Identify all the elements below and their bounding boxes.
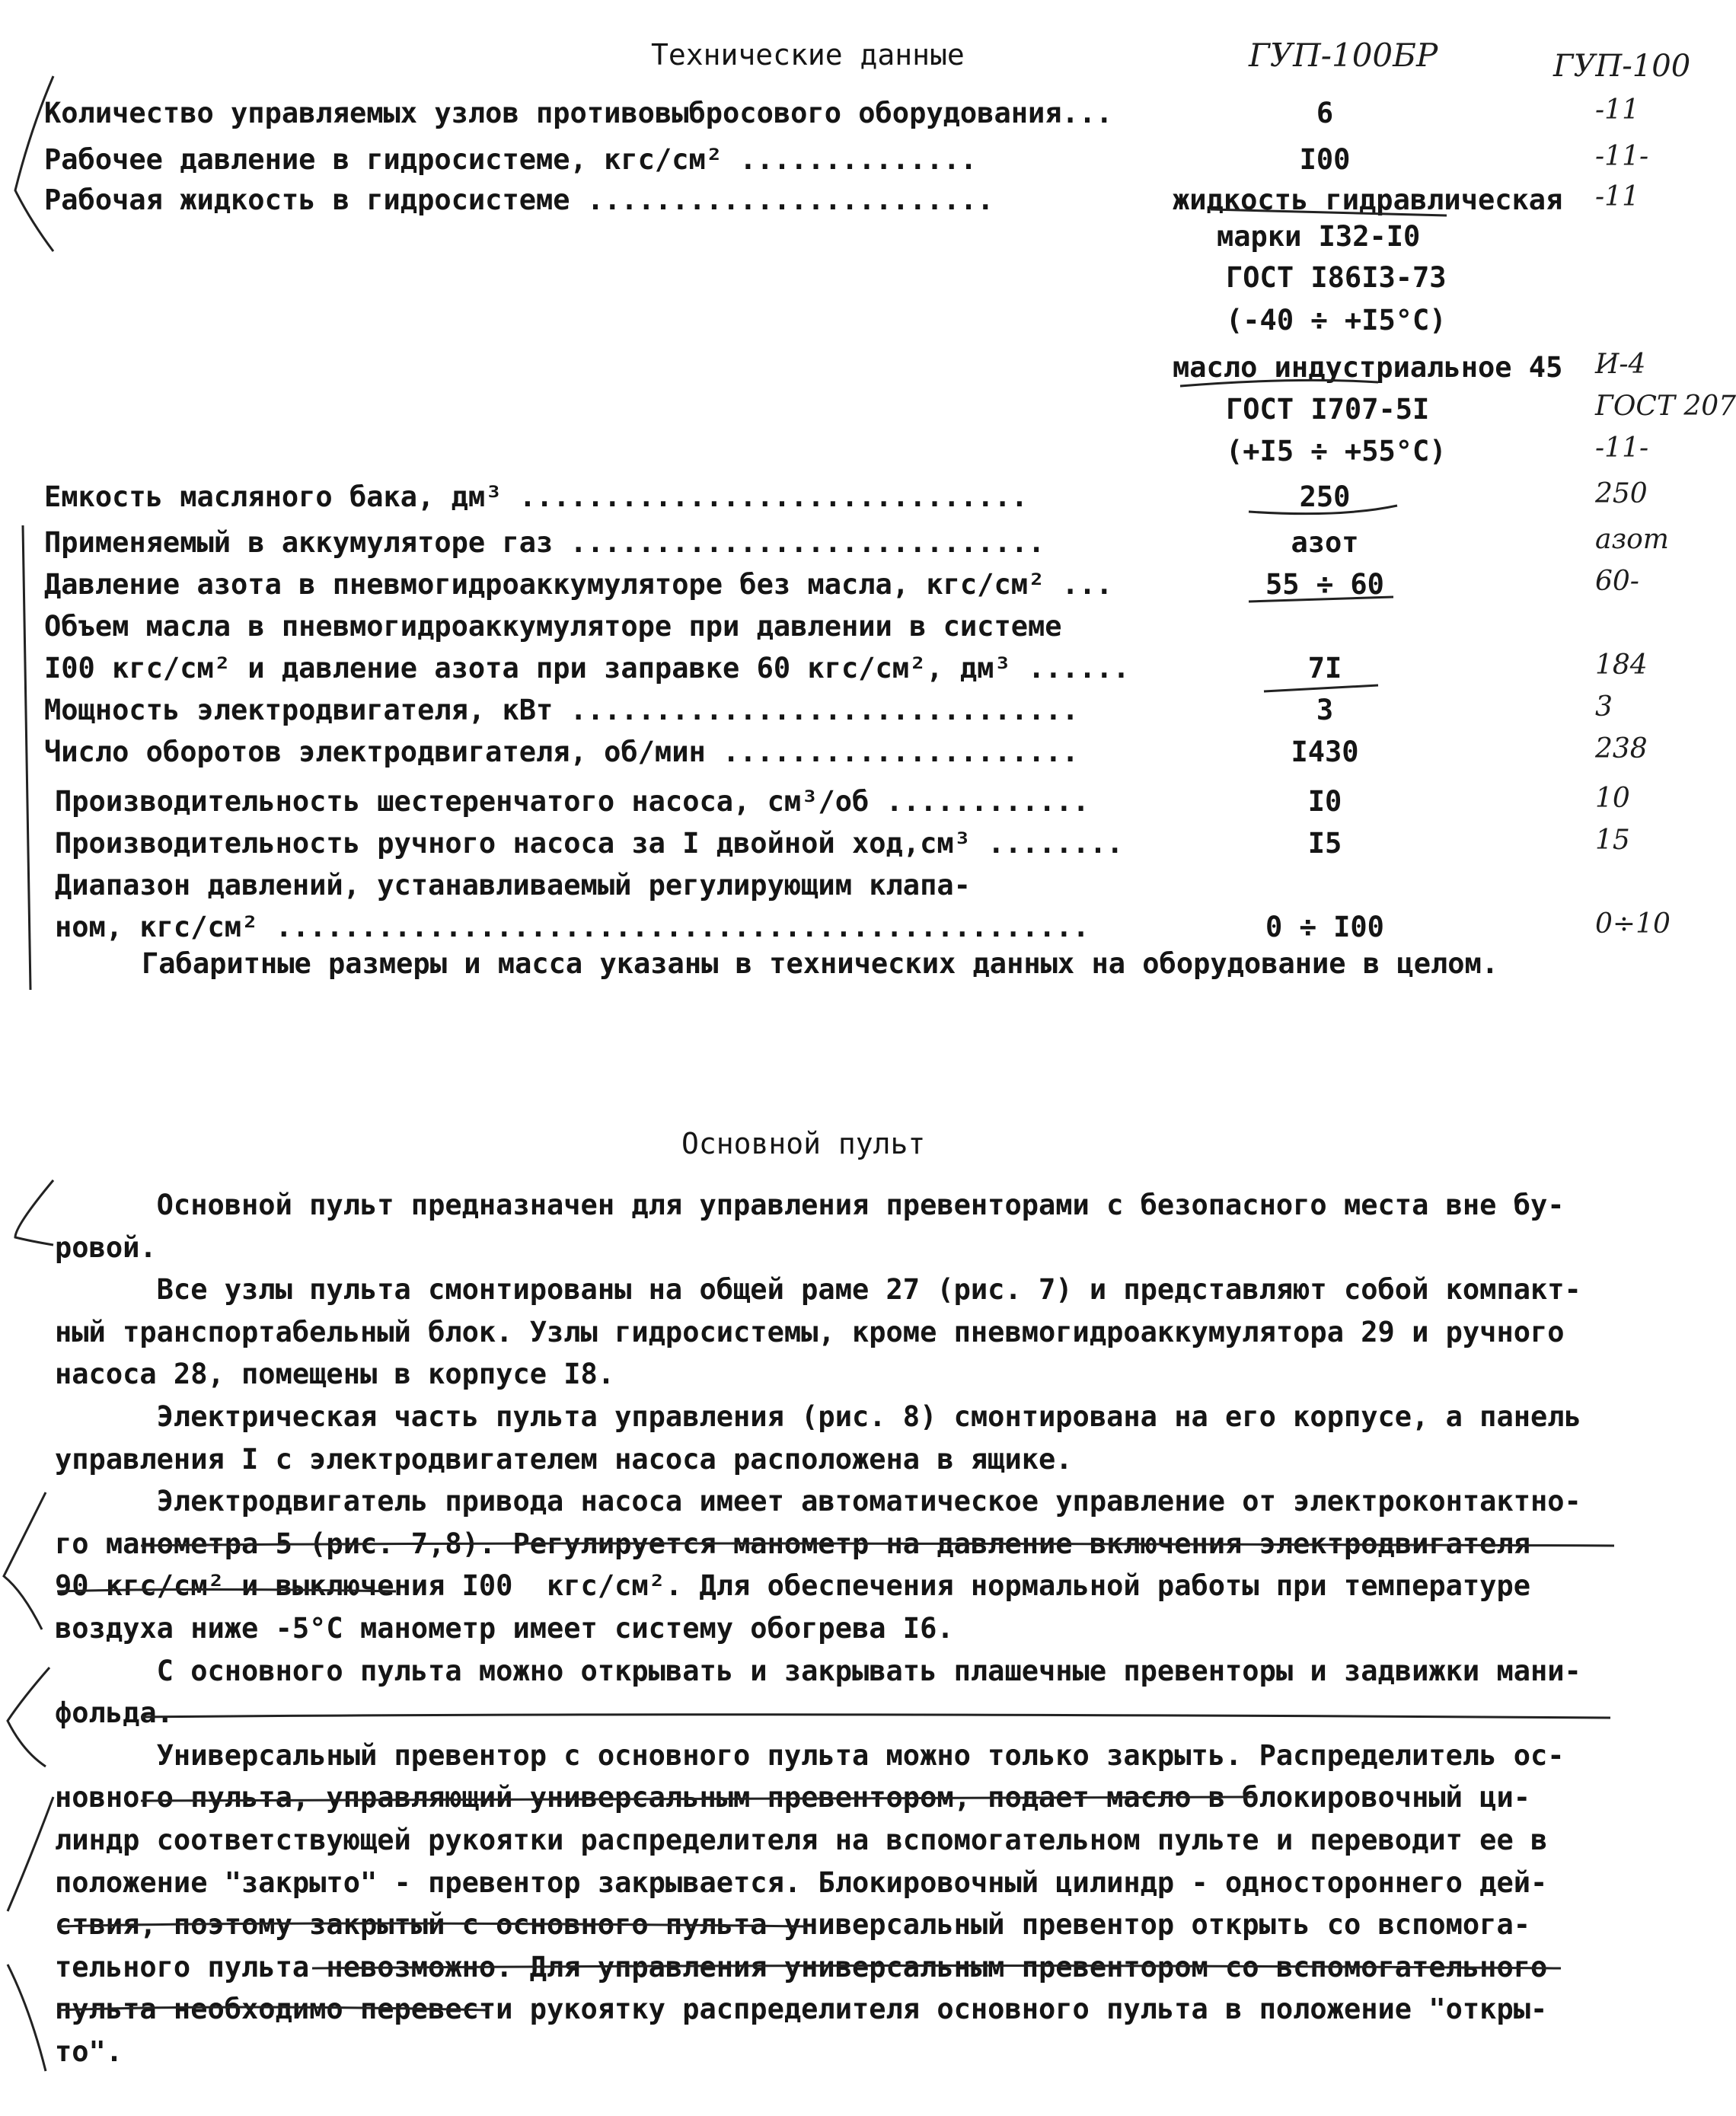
spec-value: (+I5 ÷ +55°С) xyxy=(1226,435,1447,468)
spec-label: Объем масла в пневмогидроаккумуляторе при давлении в системе xyxy=(44,610,1062,643)
column-header-gup100: ГУП-100 xyxy=(1553,49,1691,84)
paragraph-line: Электродвигатель привода насоса имеет автоматическое управление от электроконтактно- xyxy=(55,1485,1581,1518)
handwritten-note: 3 xyxy=(1595,691,1613,723)
handwritten-note: азот xyxy=(1595,524,1669,555)
spec-value: 3 xyxy=(1316,694,1334,726)
spec-value: (-40 ÷ +I5°С) xyxy=(1226,304,1447,337)
spec-label: Применяемый в аккумуляторе газ ............................ xyxy=(44,526,1045,559)
spec-value: 250 xyxy=(1299,480,1351,513)
spec-label: Число оборотов электродвигателя, об/мин ..................... xyxy=(44,736,1079,768)
spec-label: Рабочее давление в гидросистеме, кгс/см² .............. xyxy=(44,143,978,176)
spec-value: I00 xyxy=(1299,143,1351,176)
handwritten-note: -11- xyxy=(1595,432,1649,464)
spec-value: I0 xyxy=(1307,785,1342,818)
paragraph-line: ный транспортабельный блок. Узлы гидросистемы, кроме пневмогидроаккумулятора 29 и ручного xyxy=(55,1316,1565,1348)
paragraph-line: тельного пульта невозможно. Для управления универсальным превентором со вспомогательного xyxy=(55,1951,1548,1984)
handwritten-note: -11- xyxy=(1595,141,1649,172)
handwritten-note: И-4 xyxy=(1595,349,1646,380)
handwritten-note: 250 xyxy=(1595,478,1648,509)
paragraph-line: воздуха ниже -5°С манометр имеет систему обогрева I6. xyxy=(55,1612,954,1645)
section-title-main-console: Основной пульт xyxy=(681,1127,926,1160)
paragraph-line: положение "закрыто" - превентор закрывается. Блокировочный цилиндр - одностороннего дей- xyxy=(55,1866,1548,1899)
handwritten-note: -11 xyxy=(1595,181,1639,212)
spec-label: Производительность шестеренчатого насоса, см³/об ............ xyxy=(55,785,1090,818)
paragraph-line: фольда. xyxy=(55,1696,174,1729)
paragraph-line: С основного пульта можно открывать и закрывать плашечные превенторы и задвижки мани- xyxy=(55,1655,1581,1687)
handwritten-note: 15 xyxy=(1595,825,1630,856)
section-title-technical-data: Технические данные xyxy=(651,38,965,72)
handwritten-note: 184 xyxy=(1595,649,1648,681)
spec-label: Диапазон давлений, устанавливаемый регулирующим клапа- xyxy=(55,869,971,902)
paragraph-line: Электрическая часть пульта управления (рис. 8) смонтирована на его корпусе, а панель xyxy=(55,1400,1581,1433)
paragraph-line: ровой. xyxy=(55,1231,157,1264)
spec-value: азот xyxy=(1291,526,1359,559)
spec-value: 55 ÷ 60 xyxy=(1265,568,1384,601)
handwritten-note: 10 xyxy=(1595,783,1630,814)
handwritten-note: 238 xyxy=(1595,733,1648,764)
spec-label: Рабочая жидкость в гидросистеме ........................ xyxy=(44,184,994,216)
paragraph-line: Универсальный превентор с основного пульта можно только закрыть. Распределитель ос- xyxy=(55,1739,1565,1772)
paragraph-line: ствия, поэтому закрытый с основного пульта универсальный превентор открыть со вспомога- xyxy=(55,1908,1531,1941)
handwritten-note: 60- xyxy=(1595,566,1639,597)
spec-value: 7I xyxy=(1307,652,1342,685)
spec-label: Производительность ручного насоса за I двойной ход,см³ ........ xyxy=(55,827,1124,860)
paragraph-line: насоса 28, помещены в корпусе I8. xyxy=(55,1358,615,1390)
paragraph-line: линдр соответствующей рукоятки распределителя на вспомогательном пульте и переводит ее в xyxy=(55,1824,1548,1856)
spec-label: Мощность электродвигателя, кВт .............................. xyxy=(44,694,1079,726)
spec-value: марки I32-I0 xyxy=(1217,220,1421,253)
paragraph-line: новного пульта, управляющий универсальным превентором, подает масло в блокировочный ци- xyxy=(55,1781,1531,1814)
paragraph-line: пульта необходимо перевести рукоятку распределителя основного пульта в положение "откры- xyxy=(55,1993,1548,2025)
spec-value: I430 xyxy=(1291,736,1359,768)
paragraph-line: то". xyxy=(55,2035,123,2068)
footnote: Габаритные размеры и масса указаны в технических данных на оборудование в целом. xyxy=(142,947,1499,980)
spec-value: ГОСТ I707-5I xyxy=(1226,393,1430,426)
paragraph-line: Все узлы пульта смонтированы на общей раме 27 (рис. 7) и представляют собой компакт- xyxy=(55,1273,1581,1306)
spec-value: ГОСТ I86I3-73 xyxy=(1226,261,1447,294)
spec-label: I00 кгс/см² и давление азота при заправке 60 кгс/см², дм³ ...... xyxy=(44,652,1130,685)
spec-value: 0 ÷ I00 xyxy=(1265,911,1384,943)
spec-label: Емкость масляного бака, дм³ .............................. xyxy=(44,480,1029,513)
handwritten-note: -11 xyxy=(1595,94,1639,126)
handwritten-note: ГОСТ 207 xyxy=(1595,391,1736,422)
spec-value: масло индустриальное 45 xyxy=(1173,351,1563,384)
paragraph-line: го манометра 5 (рис. 7,8). Регулируется манометр на давление включения электродвигателя xyxy=(55,1527,1531,1560)
handwritten-note: 0÷10 xyxy=(1595,908,1671,940)
spec-value: жидкость гидравлическая xyxy=(1173,184,1563,216)
paragraph-line: Основной пульт предназначен для управления превенторами с безопасного места вне бу- xyxy=(55,1189,1565,1221)
spec-label: Количество управляемых узлов противовыбросового оборудования... xyxy=(44,97,1113,129)
paragraph-line: 90 кгс/см² и выключения I00 кгс/см². Для обеспечения нормальной работы при температуре xyxy=(55,1569,1531,1602)
spec-label: Давление азота в пневмогидроаккумуляторе без масла, кгс/см² ... xyxy=(44,568,1113,601)
spec-value: I5 xyxy=(1307,827,1342,860)
spec-label: ном, кгс/см² ................................................ xyxy=(55,911,1090,943)
column-header-gup100br: ГУП-100БР xyxy=(1249,37,1438,74)
spec-value: 6 xyxy=(1316,97,1334,129)
paragraph-line: управления I с электродвигателем насоса расположена в ящике. xyxy=(55,1443,1073,1476)
